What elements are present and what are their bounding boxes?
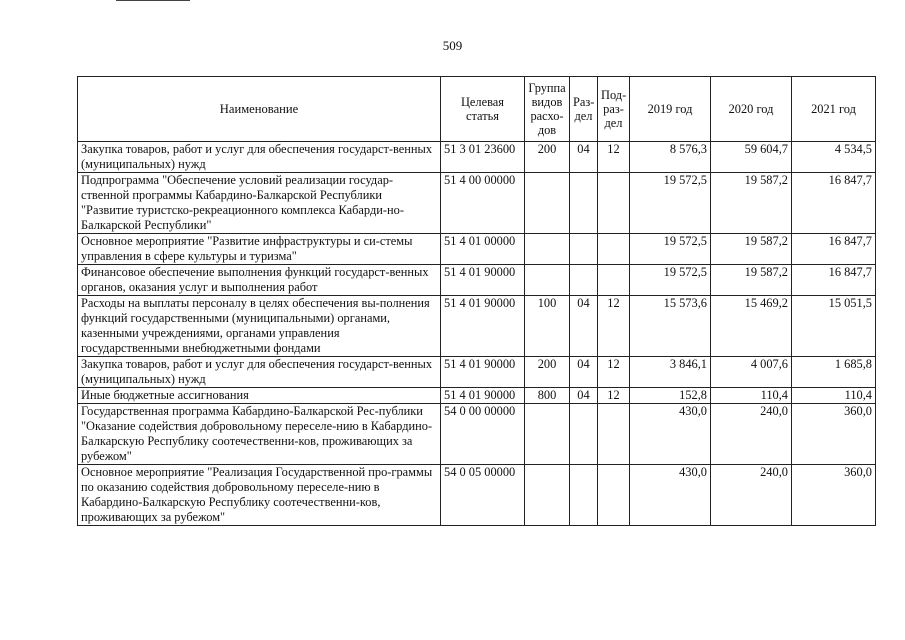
cell-subsection: 12 <box>598 296 630 357</box>
cell-name: Расходы на выплаты персоналу в целях обеспечения вы-полнения функций государственными (муниципальными) органами, казенными учреждениями, органами управления государственными внебюджетными фондами <box>78 296 441 357</box>
cell-2019: 430,0 <box>630 465 711 526</box>
cell-2020: 4 007,6 <box>711 357 792 388</box>
cell-expense-group <box>525 173 570 234</box>
cell-article: 51 4 00 00000 <box>441 173 525 234</box>
cell-article: 51 3 01 23600 <box>441 142 525 173</box>
cell-expense-group: 100 <box>525 296 570 357</box>
cell-article: 54 0 05 00000 <box>441 465 525 526</box>
cell-subsection <box>598 404 630 465</box>
cell-2019: 152,8 <box>630 388 711 404</box>
cell-expense-group <box>525 465 570 526</box>
cell-section <box>570 404 598 465</box>
cell-2021: 16 847,7 <box>792 173 876 234</box>
cell-expense-group: 200 <box>525 357 570 388</box>
cell-2020: 240,0 <box>711 465 792 526</box>
header-article: Целевая статья <box>441 77 525 142</box>
cell-name: Иные бюджетные ассигнования <box>78 388 441 404</box>
cell-section <box>570 234 598 265</box>
cell-subsection <box>598 265 630 296</box>
cell-2019: 3 846,1 <box>630 357 711 388</box>
table-row <box>78 173 876 234</box>
top-edge-mark <box>116 0 190 3</box>
cell-2020: 19 587,2 <box>711 173 792 234</box>
header-subsection: Под- раз- дел <box>598 77 630 142</box>
cell-2021: 110,4 <box>792 388 876 404</box>
cell-2021: 16 847,7 <box>792 265 876 296</box>
cell-expense-group: 200 <box>525 142 570 173</box>
cell-section: 04 <box>570 142 598 173</box>
cell-2020: 19 587,2 <box>711 234 792 265</box>
cell-2021: 360,0 <box>792 465 876 526</box>
cell-section <box>570 265 598 296</box>
cell-expense-group <box>525 265 570 296</box>
cell-subsection: 12 <box>598 357 630 388</box>
cell-2019: 19 572,5 <box>630 265 711 296</box>
header-2019: 2019 год <box>630 77 711 142</box>
cell-2021: 4 534,5 <box>792 142 876 173</box>
header-expense-group: Группа видов расхо- дов <box>525 77 570 142</box>
cell-article: 51 4 01 90000 <box>441 357 525 388</box>
header-name: Наименование <box>78 77 441 142</box>
cell-2019: 430,0 <box>630 404 711 465</box>
cell-subsection <box>598 465 630 526</box>
header-2021: 2021 год <box>792 77 876 142</box>
header-2020: 2020 год <box>711 77 792 142</box>
table-row <box>78 404 876 465</box>
table-row <box>78 296 876 357</box>
cell-expense-group: 800 <box>525 388 570 404</box>
table-row <box>78 142 876 173</box>
table-row <box>78 357 876 388</box>
cell-2019: 19 572,5 <box>630 173 711 234</box>
page-number: 509 <box>442 38 463 53</box>
cell-name: Закупка товаров, работ и услуг для обеспечения государст-венных (муниципальных) нужд <box>78 357 441 388</box>
cell-name: Подпрограмма "Обеспечение условий реализации государ-ственной программы Кабардино-Балкарской Республики "Развитие туристско-рекреационного комплекса Кабарди-но-Балкарской Республики" <box>78 173 441 234</box>
cell-article: 51 4 01 90000 <box>441 265 525 296</box>
cell-article: 51 4 01 00000 <box>441 234 525 265</box>
cell-2020: 110,4 <box>711 388 792 404</box>
cell-expense-group <box>525 234 570 265</box>
cell-subsection: 12 <box>598 142 630 173</box>
cell-name: Основное мероприятие "Развитие инфраструктуры и си-стемы управления в сфере культуры и туризма" <box>78 234 441 265</box>
cell-section: 04 <box>570 296 598 357</box>
cell-subsection <box>598 234 630 265</box>
cell-subsection <box>598 173 630 234</box>
cell-2020: 15 469,2 <box>711 296 792 357</box>
table-row <box>78 388 876 404</box>
cell-2020: 59 604,7 <box>711 142 792 173</box>
cell-2020: 19 587,2 <box>711 265 792 296</box>
cell-article: 51 4 01 90000 <box>441 388 525 404</box>
cell-2019: 19 572,5 <box>630 234 711 265</box>
cell-name: Закупка товаров, работ и услуг для обеспечения государст-венных (муниципальных) нужд <box>78 142 441 173</box>
cell-expense-group <box>525 404 570 465</box>
cell-subsection: 12 <box>598 388 630 404</box>
header-section: Раз- дел <box>570 77 598 142</box>
cell-section: 04 <box>570 357 598 388</box>
cell-2019: 15 573,6 <box>630 296 711 357</box>
cell-name: Основное мероприятие "Реализация Государственной про-граммы по оказанию содействия добровольному переселе-нию в Кабардино-Балкарскую Республику соотечественни-ков, проживающих за рубежом" <box>78 465 441 526</box>
cell-2021: 16 847,7 <box>792 234 876 265</box>
table-row <box>78 265 876 296</box>
cell-name: Финансовое обеспечение выполнения функций государст-венных органов, оказания услуг и выполнения работ <box>78 265 441 296</box>
cell-section: 04 <box>570 388 598 404</box>
cell-section <box>570 173 598 234</box>
table-header-row <box>78 77 876 142</box>
table-row <box>78 234 876 265</box>
cell-2019: 8 576,3 <box>630 142 711 173</box>
cell-name: Государственная программа Кабардино-Балкарской Рес-публики "Оказание содействия добровольному переселе-нию в Кабардино-Балкарскую Республику соотечественни-ков, проживающих за рубежом" <box>78 404 441 465</box>
cell-2020: 240,0 <box>711 404 792 465</box>
cell-2021: 1 685,8 <box>792 357 876 388</box>
cell-article: 54 0 00 00000 <box>441 404 525 465</box>
budget-table <box>77 76 876 526</box>
cell-section <box>570 465 598 526</box>
table-row <box>78 465 876 526</box>
cell-2021: 360,0 <box>792 404 876 465</box>
cell-2021: 15 051,5 <box>792 296 876 357</box>
cell-article: 51 4 01 90000 <box>441 296 525 357</box>
